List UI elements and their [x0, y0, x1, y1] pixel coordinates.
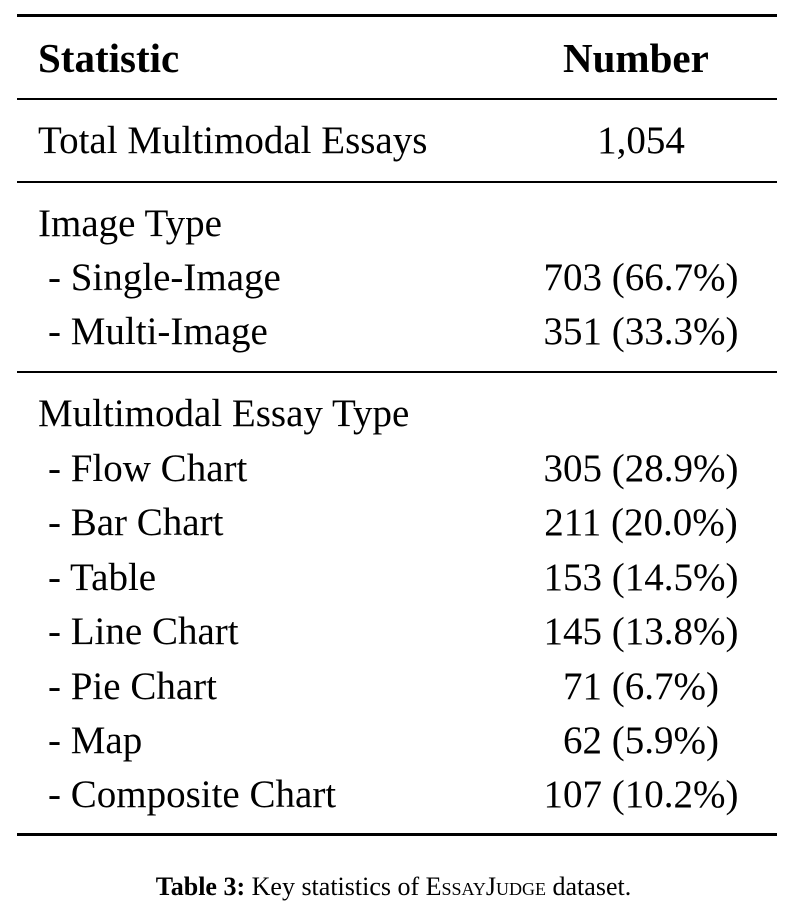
row-label-map: - Map: [48, 719, 143, 762]
image-type-rule: [17, 371, 777, 373]
row-label-bar-chart: - Bar Chart: [48, 501, 224, 544]
row-value-multi-image: 351 (33.3%): [543, 310, 739, 353]
row-value-single-image: 703 (66.7%): [543, 256, 739, 299]
essay-type-title: Multimodal Essay Type: [38, 392, 410, 435]
total-rule: [17, 181, 777, 183]
row-value-flow-chart: 305 (28.9%): [543, 447, 739, 490]
table-caption: [0, 874, 787, 900]
header-rule: [17, 98, 777, 100]
row-value-pie-chart: 71 (6.7%): [563, 665, 719, 708]
caption-text-before: Key statistics of: [251, 872, 420, 901]
row-label-table: - Table: [48, 556, 157, 599]
total-value: 1,054: [597, 119, 685, 162]
header-statistic: Statistic: [38, 35, 180, 81]
row-value-bar-chart: 211 (20.0%): [544, 501, 738, 544]
row-label-flow-chart: - Flow Chart: [48, 447, 248, 490]
row-label-line-chart: - Line Chart: [48, 610, 239, 653]
image-type-title: Image Type: [38, 202, 222, 245]
row-value-composite-chart: 107 (10.2%): [543, 773, 739, 816]
caption-dataset-name: EssayJudge: [425, 872, 547, 901]
caption-text-after: dataset.: [552, 872, 632, 901]
row-label-pie-chart: - Pie Chart: [48, 665, 217, 708]
row-value-line-chart: 145 (13.8%): [543, 610, 739, 653]
header-number: Number: [563, 35, 709, 81]
table-bottom-rule: [17, 833, 777, 836]
row-label-composite-chart: - Composite Chart: [48, 773, 337, 816]
row-value-map: 62 (5.9%): [563, 719, 719, 762]
table-top-rule: [17, 14, 777, 17]
row-value-table: 153 (14.5%): [543, 556, 739, 599]
caption-label: Table 3:: [155, 872, 246, 901]
row-label-multi-image: - Multi-Image: [48, 310, 268, 353]
total-label: Total Multimodal Essays: [38, 119, 428, 162]
row-label-single-image: - Single-Image: [48, 256, 281, 299]
